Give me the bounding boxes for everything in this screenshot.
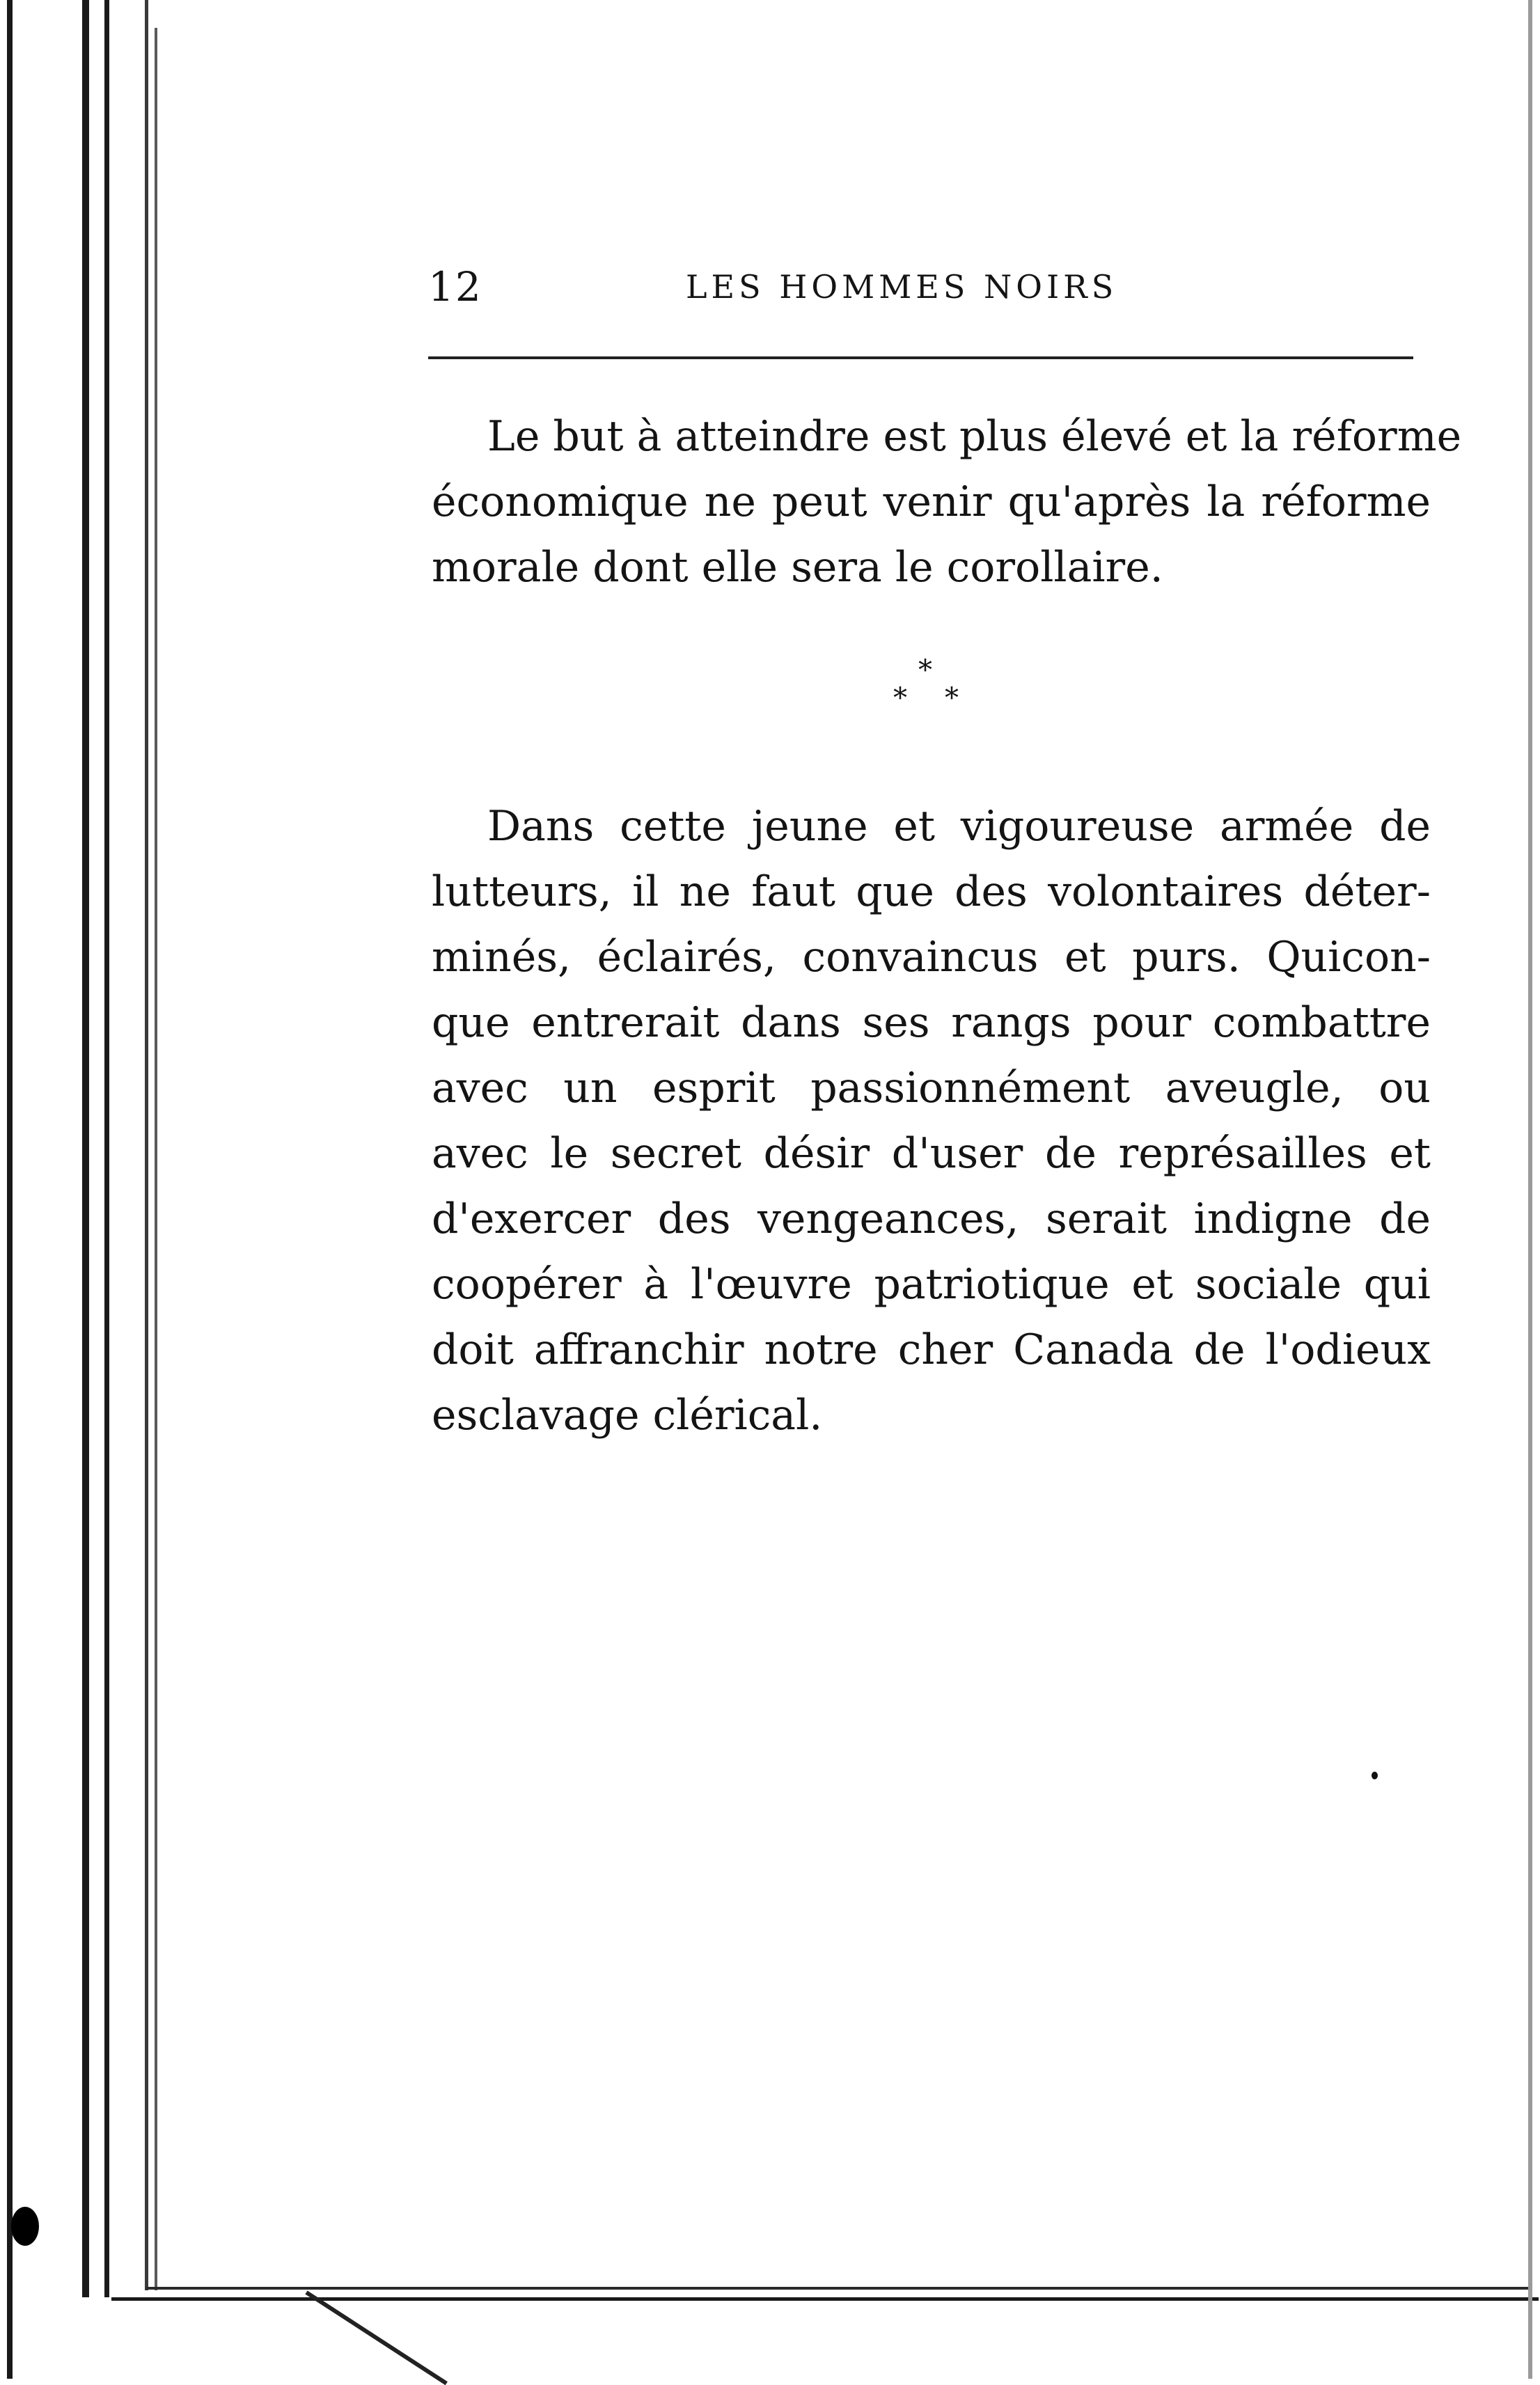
- text-line: économique ne peut venir qu'après la réforme: [432, 478, 1431, 526]
- text-line: esclavage clérical.: [432, 1391, 823, 1440]
- page-edge-binding: [155, 28, 157, 2290]
- text-line: minés, éclairés, convaincus et purs. Quicon-: [432, 933, 1431, 982]
- text-line: Le but à atteindre est plus élevé et la réforme: [487, 412, 1462, 461]
- paragraph-2: [432, 794, 1431, 1448]
- ink-speck: [1372, 1772, 1378, 1779]
- text-line: coopérer à l'œuvre patriotique et sociale qui: [432, 1260, 1431, 1309]
- binding-hole: [11, 2207, 39, 2246]
- running-head: [428, 259, 1417, 315]
- text-line: d'exercer des vengeances, serait indigne de: [432, 1195, 1431, 1243]
- page-edge-bottom: [111, 2297, 1539, 2301]
- text-line: que entrerait dans ses rangs pour combattre: [432, 998, 1431, 1047]
- text-line: morale dont elle sera le corollaire.: [432, 543, 1163, 592]
- paragraph-1: [432, 404, 1462, 600]
- asterism-star: *: [893, 682, 907, 714]
- page-edge-binding: [82, 0, 89, 2297]
- page-corner-fold: [305, 2290, 448, 2385]
- text-line: lutteurs, il ne faut que des volontaires déter-: [432, 867, 1431, 916]
- page-edge-binding: [104, 0, 109, 2297]
- running-title: LES HOMMES NOIRS: [686, 268, 1118, 306]
- page-number: 12: [428, 263, 482, 310]
- header-rule: [428, 356, 1413, 359]
- page-edge-right: [1528, 0, 1532, 2379]
- page-edge-binding: [145, 0, 148, 2290]
- asterism-section-break: [888, 654, 971, 724]
- page-edge-left: [7, 0, 13, 2379]
- text-line: avec un esprit passionnément aveugle, ou: [432, 1064, 1431, 1112]
- text-line: avec le secret désir d'user de représailles et: [432, 1129, 1431, 1178]
- asterism-star: *: [918, 654, 932, 686]
- asterism-star: *: [945, 682, 959, 714]
- text-line: doit affranchir notre cher Canada de l'odieux: [432, 1325, 1431, 1374]
- text-line: Dans cette jeune et vigoureuse armée de: [487, 802, 1431, 851]
- page-edge-bottom: [146, 2287, 1532, 2290]
